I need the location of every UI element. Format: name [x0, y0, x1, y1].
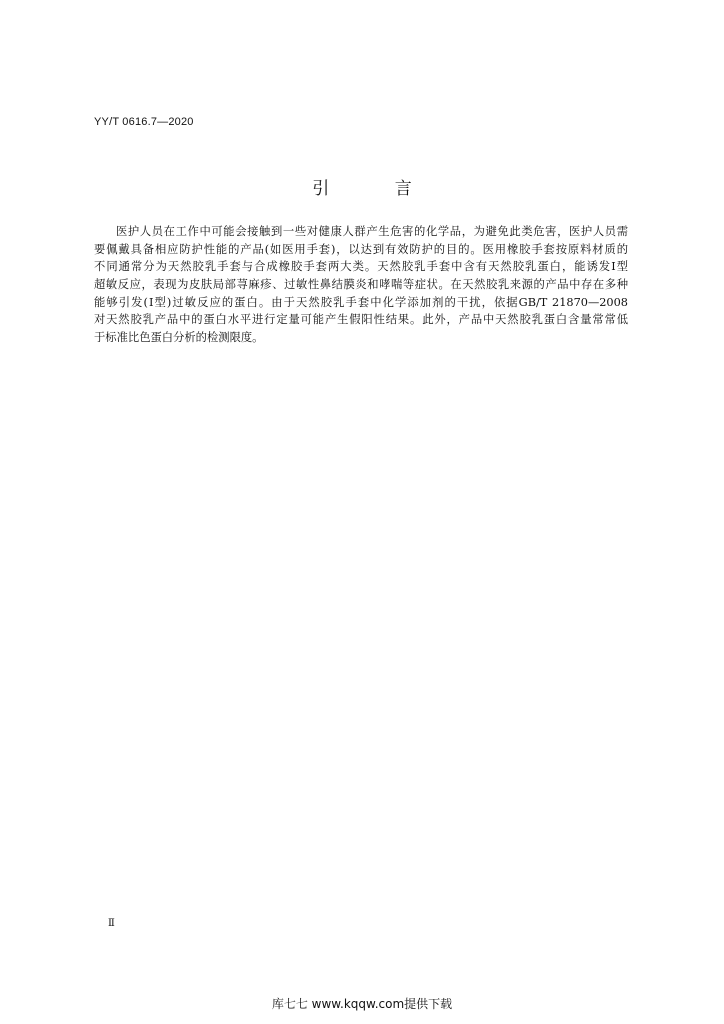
- paragraph-line: 医护人员在工作中可能会接触到一些对健康人群产生危害的化学品，为避免此类危害，医护人员需: [116, 225, 628, 238]
- paragraph-line: 不同通常分为天然胶乳手套与合成橡胶手套两大类。天然胶乳手套中含有天然胶乳蛋白，能诱发Ⅰ型: [94, 260, 628, 274]
- paragraph-line: 能够引发(Ⅰ型)过敏反应的蛋白。由于天然胶乳手套中化学添加剂的干扰，依据GB/T 21870—2008: [94, 295, 628, 309]
- standard-code: YY/T 0616.7—2020: [94, 116, 194, 128]
- paragraph-line: 于标准比色蛋白分析的检测限度。: [94, 331, 264, 345]
- page-number: Ⅱ: [108, 918, 115, 929]
- download-footer: 库七七 www.kqqw.com提供下载: [271, 997, 453, 1011]
- section-title: 引 言: [312, 179, 442, 199]
- introduction-paragraph: [94, 223, 628, 347]
- paragraph-line: 对天然胶乳产品中的蛋白水平进行定量可能产生假阳性结果。此外，产品中天然胶乳蛋白含量常常低: [94, 313, 628, 327]
- paragraph-line: 超敏反应，表现为皮肤局部荨麻疹、过敏性鼻结膜炎和哮喘等症状。在天然胶乳来源的产品中存在多种: [94, 278, 628, 292]
- paragraph-line: 要佩戴具备相应防护性能的产品(如医用手套)，以达到有效防护的目的。医用橡胶手套按原料材质的: [94, 242, 628, 256]
